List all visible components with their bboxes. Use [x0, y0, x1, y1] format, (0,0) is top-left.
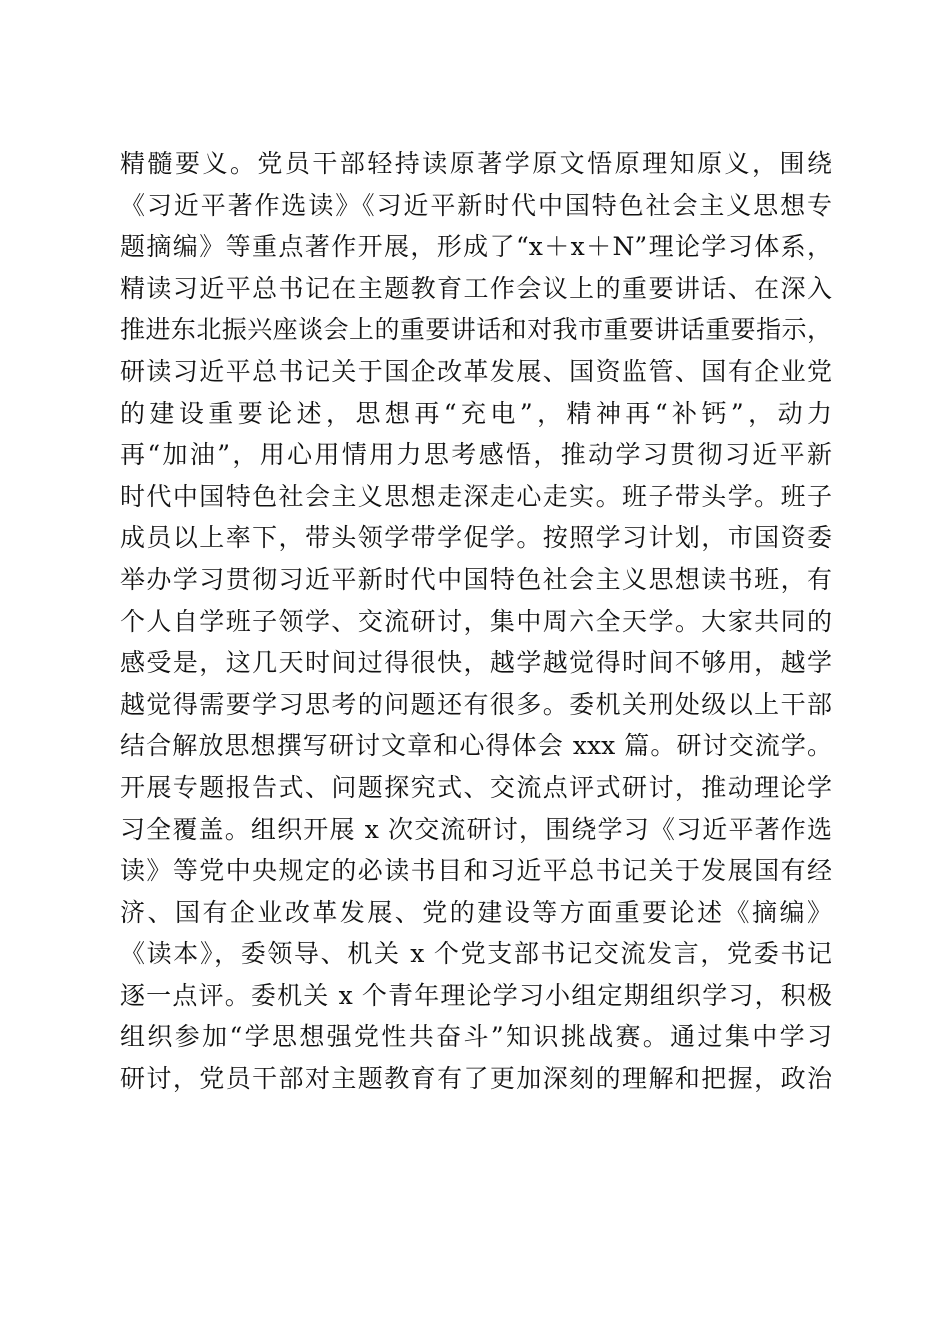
- text-line: 《读本》，委领导、机关 x 个党支部书记交流发言，党委书记: [120, 939, 832, 969]
- text-line: 读》等党中央规定的必读书目和习近平总书记关于发展国有经: [120, 856, 832, 886]
- text-line: 习全覆盖。组织开展 x 次交流研讨，围绕学习《习近平著作选: [120, 814, 832, 844]
- text-line: 举办学习贯彻习近平新时代中国特色社会主义思想读书班，有: [120, 564, 832, 594]
- text-line: 再“加油”，用心用情用力思考感悟，推动学习贯彻习近平新: [120, 440, 832, 470]
- text-line: 研讨，党员干部对主题教育有了更加深刻的理解和把握，政治: [120, 1064, 832, 1094]
- body-text: [120, 143, 832, 1100]
- text-line: 题摘编》等重点著作开展，形成了“x＋x＋N”理论学习体系，: [120, 232, 832, 262]
- text-line: 研读习近平总书记关于国企改革发展、国资监管、国有企业党: [120, 356, 832, 386]
- text-line: 《习近平著作选读》《习近平新时代中国特色社会主义思想专: [120, 190, 832, 220]
- text-line: 开展专题报告式、问题探究式、交流点评式研讨，推动理论学: [120, 772, 832, 802]
- text-line: 感受是，这几天时间过得很快，越学越觉得时间不够用，越学: [120, 648, 832, 678]
- text-line: 济、国有企业改革发展、党的建设等方面重要论述《摘编》: [120, 897, 832, 927]
- text-line: 组织参加“学思想强党性共奋斗”知识挑战赛。通过集中学习: [120, 1022, 832, 1052]
- text-line: 成员以上率下，带头领学带学促学。按照学习计划，市国资委: [120, 523, 832, 553]
- text-line: 精髓要义。党员干部轻持读原著学原文悟原理知原义，围绕: [120, 149, 832, 178]
- text-line: 时代中国特色社会主义思想走深走心走实。班子带头学。班子: [120, 481, 832, 511]
- text-line: 精读习近平总书记在主题教育工作会议上的重要讲话、在深入: [120, 273, 832, 303]
- text-line: 逐一点评。委机关 x 个青年理论学习小组定期组织学习，积极: [120, 980, 832, 1010]
- text-line: 个人自学班子领学、交流研讨，集中周六全天学。大家共同的: [120, 606, 832, 636]
- text-line: 推进东北振兴座谈会上的重要讲话和对我市重要讲话重要指示，: [120, 315, 832, 345]
- text-line: 越觉得需要学习思考的问题还有很多。委机关刑处级以上干部: [120, 689, 832, 719]
- text-line: 结合解放思想撰写研讨文章和心得体会 xxx 篇。研讨交流学。: [120, 731, 832, 761]
- text-line: 的建设重要论述，思想再“充电”，精神再“补钙”，动力: [120, 398, 832, 428]
